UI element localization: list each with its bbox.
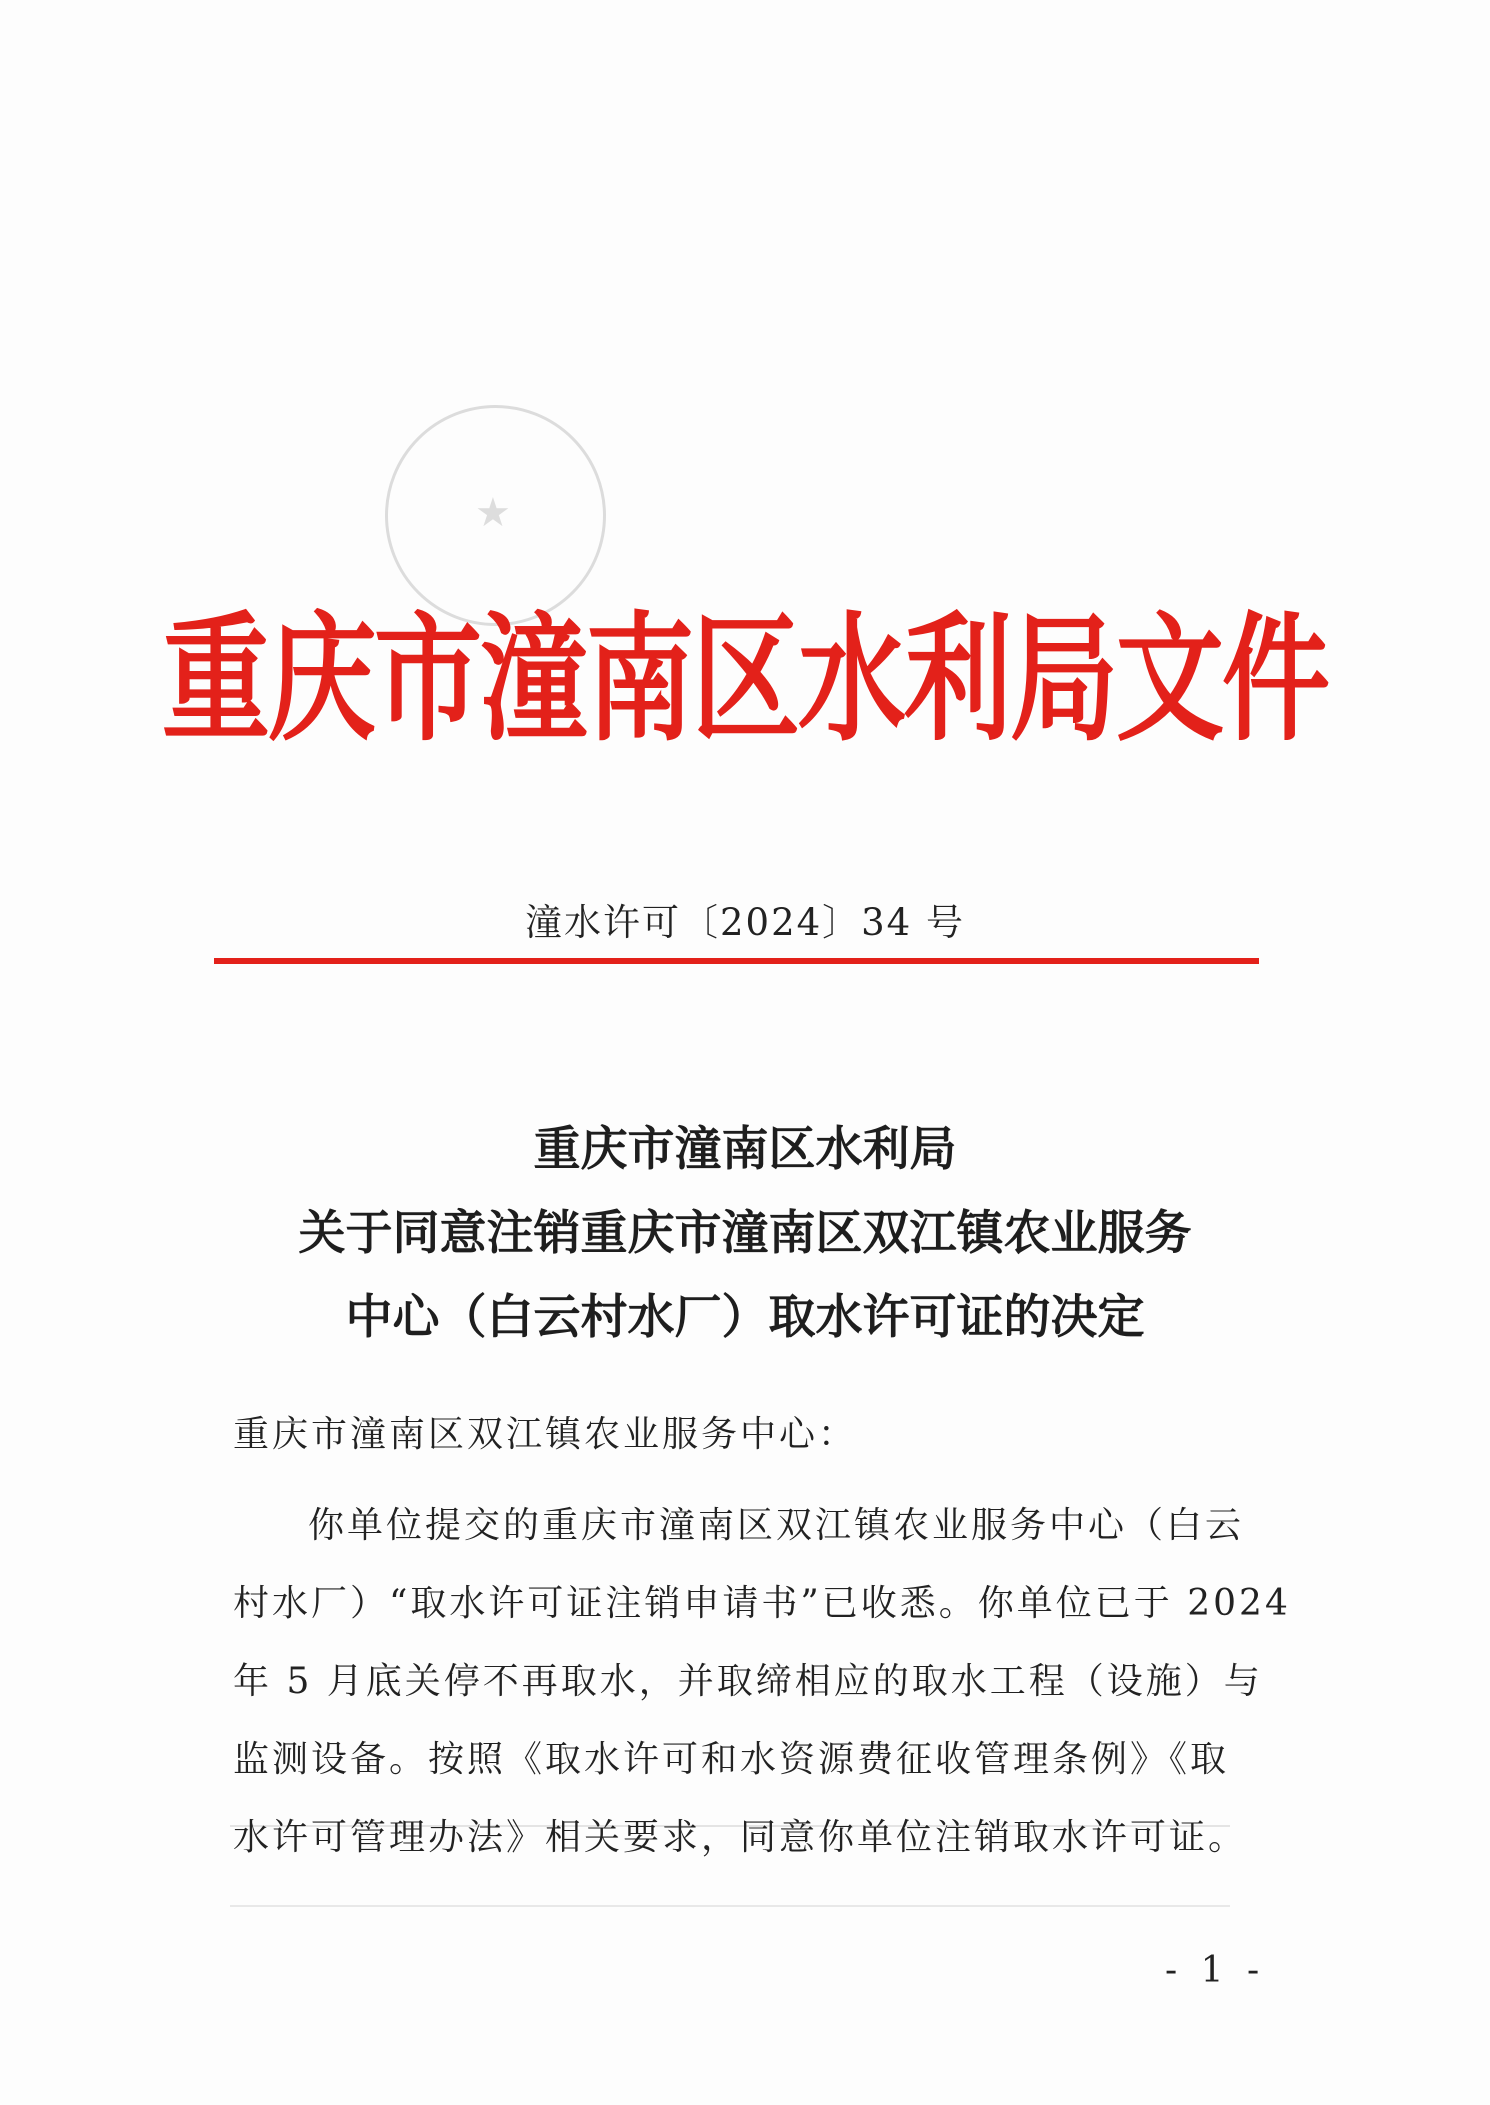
body-line: 年 5 月底关停不再取水，并取缔相应的取水工程（设施）与 xyxy=(233,1661,1263,1702)
decision-title-line: 中心（白云村水厂）取水许可证的决定 xyxy=(345,1290,1145,1345)
addressee: 重庆市潼南区双江镇农业服务中心： xyxy=(233,1414,858,1455)
body-line: 你单位提交的重庆市潼南区双江镇农业服务中心（白云 xyxy=(308,1505,1245,1546)
body-line: 水许可管理办法》相关要求，同意你单位注销取水许可证。 xyxy=(233,1817,1248,1858)
document-number: 潼水许可〔2024〕34 号 xyxy=(524,901,965,944)
page-number: - 1 - xyxy=(1165,1950,1266,1991)
body-line: 村水厂）“取水许可证注销申请书”已收悉。你单位已于 2024 xyxy=(233,1583,1291,1624)
header-divider xyxy=(214,958,1259,964)
decision-title xyxy=(0,1108,1490,1360)
bleed-through-line xyxy=(230,1905,1230,1907)
body-line: 监测设备。按照《取水许可和水资源费征收管理条例》《取 xyxy=(233,1739,1230,1780)
decision-title-line: 关于同意注销重庆市潼南区双江镇农业服务 xyxy=(298,1206,1192,1261)
document-header-title: 重庆市潼南区水利局文件 xyxy=(161,600,1328,761)
body-paragraph xyxy=(233,1487,1291,1877)
decision-title-line: 重庆市潼南区水利局 xyxy=(533,1122,957,1177)
seal-star-icon: ★ xyxy=(475,490,511,536)
